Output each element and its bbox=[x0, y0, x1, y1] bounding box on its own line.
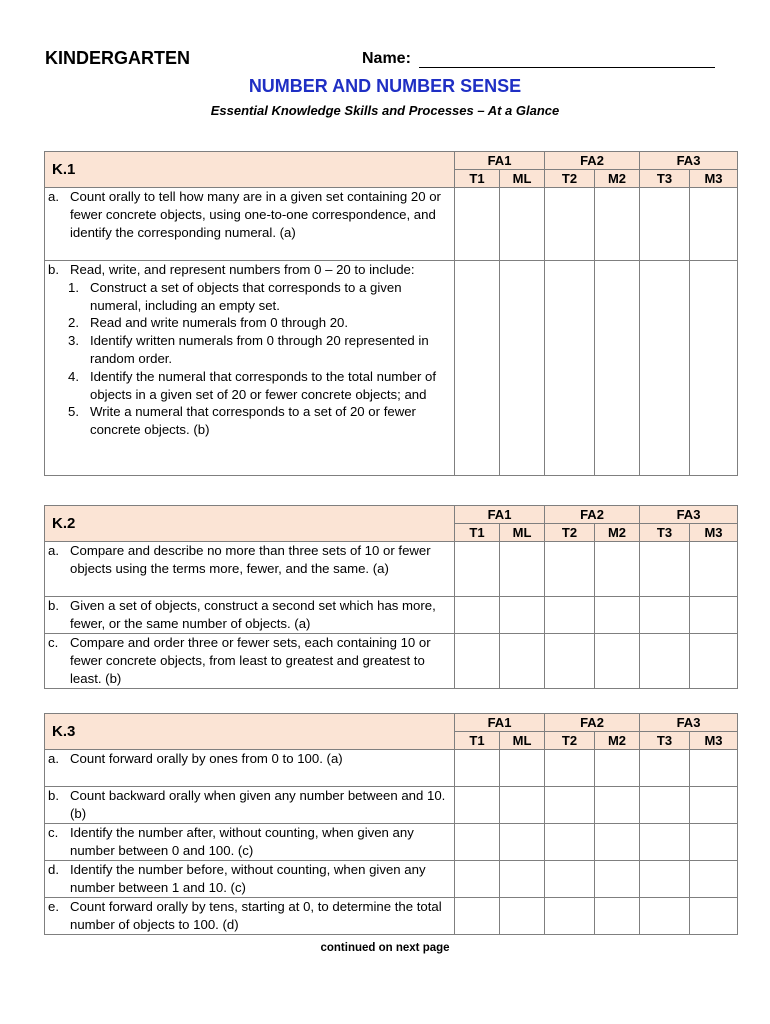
item-marker: b. bbox=[48, 788, 59, 803]
column-group-fa2: FA2 bbox=[545, 714, 640, 732]
item-marker: a. bbox=[48, 543, 59, 558]
standard-code: K.2 bbox=[45, 506, 455, 542]
item-marker: b. bbox=[48, 262, 59, 277]
page-subtitle: Essential Knowledge Skills and Processes – At a Glance bbox=[210, 103, 560, 118]
subitem-marker: 5. bbox=[68, 404, 79, 420]
check-cell[interactable] bbox=[595, 261, 640, 476]
check-cell[interactable] bbox=[500, 542, 545, 597]
check-cell[interactable] bbox=[545, 261, 595, 476]
standard-table-k2 bbox=[44, 505, 738, 689]
check-cell[interactable] bbox=[455, 861, 500, 898]
column-ml: ML bbox=[500, 524, 545, 542]
standard-item bbox=[45, 634, 455, 689]
standard-item bbox=[45, 861, 455, 898]
standard-item bbox=[45, 261, 455, 476]
item-text: Count orally to tell how many are in a given set containing 20 or fewer concrete objects, using one-to-one correspondence, and identify the corresponding numeral. (a) bbox=[70, 189, 441, 240]
check-cell[interactable] bbox=[500, 750, 545, 787]
check-cell[interactable] bbox=[545, 824, 595, 861]
check-cell[interactable] bbox=[500, 898, 545, 935]
item-text: Compare and describe no more than three sets of 10 or fewer objects using the terms more, fewer, and the same. (a) bbox=[70, 543, 431, 576]
item-marker: b. bbox=[48, 598, 59, 613]
standard-item bbox=[45, 750, 455, 787]
name-label: Name: bbox=[362, 50, 411, 67]
table-row bbox=[45, 542, 738, 597]
check-cell[interactable] bbox=[690, 824, 738, 861]
column-group-fa1: FA1 bbox=[455, 152, 545, 170]
column-ml: ML bbox=[500, 170, 545, 188]
check-cell[interactable] bbox=[455, 597, 500, 634]
check-cell[interactable] bbox=[690, 750, 738, 787]
standard-table-k3 bbox=[44, 713, 738, 935]
check-cell[interactable] bbox=[640, 542, 690, 597]
check-cell[interactable] bbox=[595, 750, 640, 787]
column-group-fa2: FA2 bbox=[545, 506, 640, 524]
check-cell[interactable] bbox=[690, 188, 738, 261]
standard-item bbox=[45, 188, 455, 261]
column-m3: M3 bbox=[690, 732, 738, 750]
column-t2: T2 bbox=[545, 732, 595, 750]
check-cell[interactable] bbox=[690, 861, 738, 898]
column-group-fa2: FA2 bbox=[545, 152, 640, 170]
subitem-marker: 1. bbox=[68, 279, 79, 295]
column-group-fa3: FA3 bbox=[640, 152, 738, 170]
check-cell[interactable] bbox=[455, 750, 500, 787]
table-row bbox=[45, 898, 738, 935]
table-row bbox=[45, 597, 738, 634]
standard-item bbox=[45, 898, 455, 935]
column-t2: T2 bbox=[545, 170, 595, 188]
standard-code: K.1 bbox=[45, 152, 455, 188]
check-cell[interactable] bbox=[690, 634, 738, 689]
check-cell[interactable] bbox=[455, 188, 500, 261]
table-row bbox=[45, 634, 738, 689]
item-marker: d. bbox=[48, 862, 59, 877]
check-cell[interactable] bbox=[545, 787, 595, 824]
check-cell[interactable] bbox=[500, 634, 545, 689]
page-title: NUMBER AND NUMBER SENSE bbox=[248, 76, 522, 96]
column-group-fa3: FA3 bbox=[640, 506, 738, 524]
check-cell[interactable] bbox=[690, 597, 738, 634]
check-cell[interactable] bbox=[500, 824, 545, 861]
check-cell[interactable] bbox=[690, 787, 738, 824]
item-marker: a. bbox=[48, 751, 59, 766]
check-cell[interactable] bbox=[690, 261, 738, 476]
check-cell[interactable] bbox=[640, 824, 690, 861]
standard-table-k1 bbox=[44, 151, 738, 476]
check-cell[interactable] bbox=[455, 787, 500, 824]
column-ml: ML bbox=[500, 732, 545, 750]
table-row bbox=[45, 261, 738, 476]
column-group-fa1: FA1 bbox=[455, 714, 545, 732]
check-cell[interactable] bbox=[500, 188, 545, 261]
column-m3: M3 bbox=[690, 170, 738, 188]
check-cell[interactable] bbox=[690, 542, 738, 597]
check-cell[interactable] bbox=[640, 597, 690, 634]
subitem-text: Write a numeral that corresponds to a set of 20 or fewer concrete objects. (b) bbox=[90, 404, 416, 438]
table-row bbox=[45, 750, 738, 787]
check-cell[interactable] bbox=[640, 787, 690, 824]
subitem-text: Identify written numerals from 0 through 20 represented in random order. bbox=[90, 333, 429, 366]
item-text: Identify the number before, without counting, when given any number between 1 and 10. (c) bbox=[70, 862, 426, 895]
check-cell[interactable] bbox=[545, 750, 595, 787]
check-cell[interactable] bbox=[595, 898, 640, 935]
check-cell[interactable] bbox=[545, 861, 595, 898]
standard-item bbox=[45, 787, 455, 824]
grade-label: KINDERGARTEN bbox=[45, 48, 191, 68]
item-marker: e. bbox=[48, 899, 59, 914]
column-t3: T3 bbox=[640, 524, 690, 542]
item-text: Count forward orally by ones from 0 to 100. (a) bbox=[70, 751, 343, 766]
table-row bbox=[45, 787, 738, 824]
check-cell[interactable] bbox=[595, 597, 640, 634]
check-cell[interactable] bbox=[455, 542, 500, 597]
item-text: Read, write, and represent numbers from 0 – 20 to include: bbox=[70, 262, 415, 277]
table-row bbox=[45, 861, 738, 898]
check-cell[interactable] bbox=[595, 861, 640, 898]
check-cell[interactable] bbox=[690, 898, 738, 935]
check-cell[interactable] bbox=[500, 597, 545, 634]
check-cell[interactable] bbox=[640, 261, 690, 476]
table-row bbox=[45, 824, 738, 861]
table-row bbox=[45, 188, 738, 261]
column-m2: M2 bbox=[595, 524, 640, 542]
column-m3: M3 bbox=[690, 524, 738, 542]
item-marker: c. bbox=[48, 825, 59, 840]
column-t3: T3 bbox=[640, 170, 690, 188]
check-cell[interactable] bbox=[455, 824, 500, 861]
item-text: Compare and order three or fewer sets, each containing 10 or fewer concrete objects, from least to greatest and greatest to least. (b) bbox=[70, 635, 431, 686]
subitem-text: Identify the numeral that corresponds to the total number of objects in a given set of 20 or fewer concrete objects; and bbox=[90, 368, 437, 402]
standard-item bbox=[45, 824, 455, 861]
check-cell[interactable] bbox=[595, 188, 640, 261]
check-cell[interactable] bbox=[640, 750, 690, 787]
subitem-marker: 4. bbox=[68, 368, 79, 384]
standard-item bbox=[45, 597, 455, 634]
check-cell[interactable] bbox=[595, 542, 640, 597]
item-text: Identify the number after, without counting, when given any number between 0 and 100. (c) bbox=[70, 825, 414, 858]
check-cell[interactable] bbox=[545, 188, 595, 261]
check-cell[interactable] bbox=[545, 898, 595, 935]
column-t1: T1 bbox=[455, 170, 500, 188]
check-cell[interactable] bbox=[595, 824, 640, 861]
check-cell[interactable] bbox=[595, 787, 640, 824]
continued-note: continued on next page bbox=[320, 942, 450, 954]
column-t3: T3 bbox=[640, 732, 690, 750]
subitem-marker: 3. bbox=[68, 333, 79, 349]
check-cell[interactable] bbox=[640, 188, 690, 261]
check-cell[interactable] bbox=[640, 634, 690, 689]
check-cell[interactable] bbox=[455, 261, 500, 476]
column-t1: T1 bbox=[455, 732, 500, 750]
subitem-marker: 2. bbox=[68, 315, 79, 331]
column-m2: M2 bbox=[595, 170, 640, 188]
column-m2: M2 bbox=[595, 732, 640, 750]
item-marker: a. bbox=[48, 189, 59, 204]
check-cell[interactable] bbox=[500, 261, 545, 476]
worksheet-header bbox=[45, 48, 725, 72]
standard-code: K.3 bbox=[45, 714, 455, 750]
check-cell[interactable] bbox=[640, 898, 690, 935]
column-t2: T2 bbox=[545, 524, 595, 542]
check-cell[interactable] bbox=[545, 597, 595, 634]
check-cell[interactable] bbox=[500, 787, 545, 824]
check-cell[interactable] bbox=[545, 634, 595, 689]
check-cell[interactable] bbox=[640, 861, 690, 898]
item-text: Count forward orally by tens, starting at 0, to determine the total number of objects to 100. (d) bbox=[70, 899, 442, 932]
check-cell[interactable] bbox=[545, 542, 595, 597]
standard-item bbox=[45, 542, 455, 597]
item-text: Count backward orally when given any number between and 10. (b) bbox=[70, 788, 446, 821]
check-cell[interactable] bbox=[455, 898, 500, 935]
column-group-fa1: FA1 bbox=[455, 506, 545, 524]
column-t1: T1 bbox=[455, 524, 500, 542]
check-cell[interactable] bbox=[500, 861, 545, 898]
name-blank-line[interactable] bbox=[419, 67, 715, 68]
subitem-text: Construct a set of objects that corresponds to a given numeral, including an empty set. bbox=[90, 279, 402, 313]
column-group-fa3: FA3 bbox=[640, 714, 738, 732]
item-marker: c. bbox=[48, 635, 59, 650]
subitem-text: Read and write numerals from 0 through 20. bbox=[90, 315, 349, 331]
item-text: Given a set of objects, construct a second set which has more, fewer, or the same number of objects. (a) bbox=[70, 598, 436, 631]
check-cell[interactable] bbox=[595, 634, 640, 689]
check-cell[interactable] bbox=[455, 634, 500, 689]
